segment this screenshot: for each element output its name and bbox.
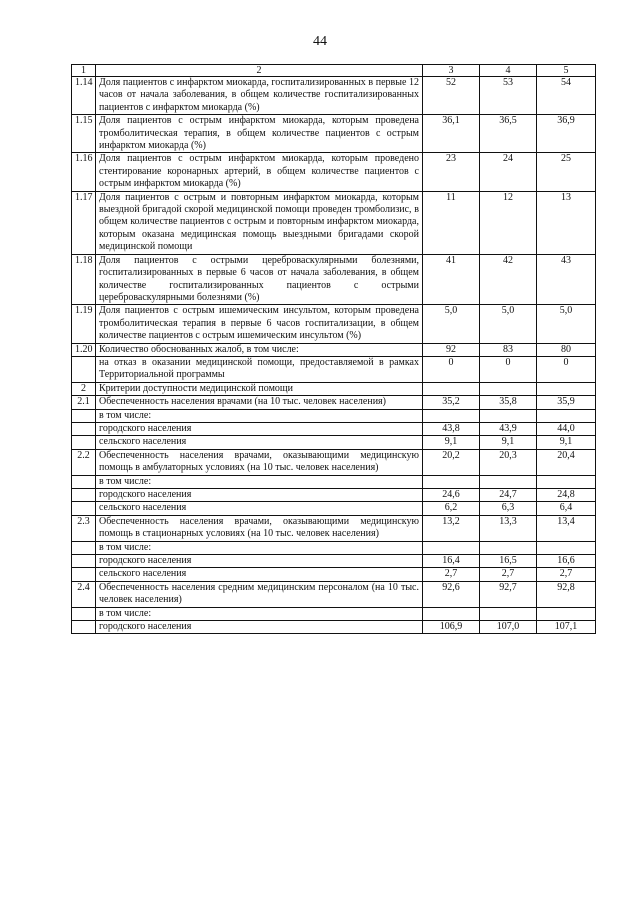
table-row (72, 382, 596, 395)
row-value-col4 (480, 541, 537, 554)
row-value-col4: 35,8 (480, 396, 537, 409)
row-value-col5: 54 (537, 77, 596, 115)
row-number-cell: 1.19 (72, 305, 96, 343)
table-row (72, 607, 596, 620)
table-row (72, 449, 596, 475)
row-value-col3: 13,2 (423, 515, 480, 541)
row-value-col5: 107,1 (537, 621, 596, 634)
row-number-cell (72, 621, 96, 634)
row-value-col4: 9,1 (480, 436, 537, 449)
row-number-cell (72, 541, 96, 554)
header-cell-1: 1 (72, 65, 96, 77)
row-description-cell: Обеспеченность населения врачами, оказывающими медицинскую помощь в амбулаторных условиях (на 10 тыс. человек населения) (96, 449, 423, 475)
row-value-col5 (537, 382, 596, 395)
table-row (72, 621, 596, 634)
row-value-col4: 0 (480, 356, 537, 382)
row-value-col3 (423, 382, 480, 395)
row-number-cell: 1.18 (72, 254, 96, 305)
row-value-col4 (480, 607, 537, 620)
row-value-col5: 6,4 (537, 502, 596, 515)
row-value-col4: 36,5 (480, 115, 537, 153)
row-number-cell (72, 422, 96, 435)
row-number-cell: 2 (72, 382, 96, 395)
row-value-col4: 24 (480, 153, 537, 191)
row-value-col4: 16,5 (480, 555, 537, 568)
row-description-cell: в том числе: (96, 475, 423, 488)
table-row (72, 153, 596, 191)
row-value-col5: 20,4 (537, 449, 596, 475)
row-value-col3: 41 (423, 254, 480, 305)
table-row (72, 396, 596, 409)
row-value-col5: 92,8 (537, 581, 596, 607)
row-description-cell: Критерии доступности медицинской помощи (96, 382, 423, 395)
row-value-col4: 12 (480, 191, 537, 254)
row-number-cell: 1.20 (72, 343, 96, 356)
row-value-col3: 20,2 (423, 449, 480, 475)
row-value-col5: 9,1 (537, 436, 596, 449)
row-description-cell: Обеспеченность населения врачами, оказывающими медицинскую помощь в стационарных условиях (на 10 тыс. человек населения) (96, 515, 423, 541)
row-value-col5: 80 (537, 343, 596, 356)
row-value-col4: 6,3 (480, 502, 537, 515)
table-row (72, 254, 596, 305)
table-row (72, 191, 596, 254)
table-row (72, 541, 596, 554)
row-number-cell (72, 489, 96, 502)
row-description-cell: Доля пациентов с острым и повторным инфарктом миокарда, которым выездной бригадой скорой медицинской помощи проведен тромболизис, в общем количестве пациентов с острым и повторным инфарктом миокарда, которым оказана медицинская помощь выездными бригадами скорой медицинской помощи (96, 191, 423, 254)
row-number-cell (72, 436, 96, 449)
row-value-col4: 92,7 (480, 581, 537, 607)
page-number: 44 (313, 34, 327, 49)
row-value-col5: 16,6 (537, 555, 596, 568)
row-value-col4 (480, 409, 537, 422)
row-value-col3: 0 (423, 356, 480, 382)
table-row (72, 422, 596, 435)
header-cell-4: 4 (480, 65, 537, 77)
row-value-col4: 43,9 (480, 422, 537, 435)
row-value-col3: 5,0 (423, 305, 480, 343)
table-row (72, 305, 596, 343)
row-value-col3 (423, 409, 480, 422)
table-row (72, 409, 596, 422)
row-description-cell: городского населения (96, 621, 423, 634)
table-row (72, 555, 596, 568)
row-value-col3: 52 (423, 77, 480, 115)
row-value-col3: 36,1 (423, 115, 480, 153)
row-number-cell (72, 475, 96, 488)
table-row (72, 475, 596, 488)
row-description-cell: городского населения (96, 555, 423, 568)
row-value-col3 (423, 607, 480, 620)
row-value-col5: 43 (537, 254, 596, 305)
row-value-col5: 13,4 (537, 515, 596, 541)
row-description-cell: Обеспеченность населения врачами (на 10 тыс. человек населения) (96, 396, 423, 409)
row-value-col4: 13,3 (480, 515, 537, 541)
row-description-cell: Обеспеченность населения средним медицинским персоналом (на 10 тыс. человек населения) (96, 581, 423, 607)
row-value-col3: 23 (423, 153, 480, 191)
row-description-cell: сельского населения (96, 436, 423, 449)
row-value-col5: 5,0 (537, 305, 596, 343)
row-value-col5: 24,8 (537, 489, 596, 502)
table-row (72, 343, 596, 356)
row-value-col3: 6,2 (423, 502, 480, 515)
header-cell-3: 3 (423, 65, 480, 77)
row-value-col4: 24,7 (480, 489, 537, 502)
criteria-table (71, 64, 596, 634)
row-description-cell: Доля пациентов с острым инфарктом миокарда, которым проведена тромболитическая терапия, в общем количестве пациентов с острым инфарктом миокарда (%) (96, 115, 423, 153)
row-value-col4: 20,3 (480, 449, 537, 475)
row-value-col3: 43,8 (423, 422, 480, 435)
row-number-cell: 1.14 (72, 77, 96, 115)
row-description-cell: Доля пациентов с инфарктом миокарда, госпитализированных в первые 12 часов от начала заболевания, в общем количестве госпитализированных пациентов с инфарктом миокарда (%) (96, 77, 423, 115)
row-number-cell: 2.2 (72, 449, 96, 475)
row-value-col5: 35,9 (537, 396, 596, 409)
row-number-cell (72, 502, 96, 515)
row-value-col5: 13 (537, 191, 596, 254)
row-number-cell (72, 607, 96, 620)
row-value-col5: 2,7 (537, 568, 596, 581)
row-number-cell (72, 356, 96, 382)
table-header-row (72, 65, 596, 77)
row-value-col5: 25 (537, 153, 596, 191)
row-value-col4: 42 (480, 254, 537, 305)
row-description-cell: сельского населения (96, 568, 423, 581)
row-number-cell: 2.3 (72, 515, 96, 541)
row-description-cell: в том числе: (96, 409, 423, 422)
row-value-col3: 2,7 (423, 568, 480, 581)
row-description-cell: в том числе: (96, 607, 423, 620)
row-number-cell (72, 409, 96, 422)
row-value-col3: 11 (423, 191, 480, 254)
row-number-cell: 2.4 (72, 581, 96, 607)
row-value-col5: 36,9 (537, 115, 596, 153)
row-description-cell: Доля пациентов с острым ишемическим инсультом, которым проведена тромболитическая терапия в первые 6 часов госпитализации, в общем количестве пациентов с острым ишемическим инсультом (%) (96, 305, 423, 343)
row-description-cell: городского населения (96, 489, 423, 502)
row-number-cell (72, 555, 96, 568)
row-description-cell: на отказ в оказании медицинской помощи, предоставляемой в рамках Территориальной программы (96, 356, 423, 382)
table-row (72, 581, 596, 607)
row-description-cell: Количество обоснованных жалоб, в том числе: (96, 343, 423, 356)
row-value-col3: 9,1 (423, 436, 480, 449)
row-value-col4: 83 (480, 343, 537, 356)
row-value-col4: 2,7 (480, 568, 537, 581)
row-number-cell: 1.15 (72, 115, 96, 153)
row-value-col4 (480, 475, 537, 488)
row-value-col5 (537, 607, 596, 620)
row-value-col5: 44,0 (537, 422, 596, 435)
row-value-col4: 107,0 (480, 621, 537, 634)
row-value-col5 (537, 541, 596, 554)
row-value-col3: 35,2 (423, 396, 480, 409)
row-value-col3: 24,6 (423, 489, 480, 502)
row-value-col4: 53 (480, 77, 537, 115)
row-value-col5 (537, 475, 596, 488)
row-value-col5: 0 (537, 356, 596, 382)
table-row (72, 356, 596, 382)
row-number-cell (72, 568, 96, 581)
row-description-cell: Доля пациентов с острыми цереброваскулярными болезнями, госпитализированных в первые 6 часов от начала заболевания, в общем количестве госпитализированных пациентов с острыми цереброваскулярными болезнями (%) (96, 254, 423, 305)
table-row (72, 115, 596, 153)
header-cell-5: 5 (537, 65, 596, 77)
row-number-cell: 1.16 (72, 153, 96, 191)
table-row (72, 515, 596, 541)
row-description-cell: городского населения (96, 422, 423, 435)
row-number-cell: 1.17 (72, 191, 96, 254)
row-value-col5 (537, 409, 596, 422)
row-value-col3 (423, 475, 480, 488)
row-value-col3: 92,6 (423, 581, 480, 607)
table-row (72, 489, 596, 502)
header-cell-2: 2 (96, 65, 423, 77)
table-row (72, 502, 596, 515)
row-value-col4: 5,0 (480, 305, 537, 343)
row-value-col3: 16,4 (423, 555, 480, 568)
row-value-col3: 92 (423, 343, 480, 356)
row-value-col3 (423, 541, 480, 554)
row-description-cell: в том числе: (96, 541, 423, 554)
table-row (72, 568, 596, 581)
table-row (72, 77, 596, 115)
row-value-col3: 106,9 (423, 621, 480, 634)
table-row (72, 436, 596, 449)
row-value-col4 (480, 382, 537, 395)
row-number-cell: 2.1 (72, 396, 96, 409)
row-description-cell: сельского населения (96, 502, 423, 515)
row-description-cell: Доля пациентов с острым инфарктом миокарда, которым проведено стентирование коронарных артерий, в общем количестве пациентов с острым инфарктом миокарда (%) (96, 153, 423, 191)
